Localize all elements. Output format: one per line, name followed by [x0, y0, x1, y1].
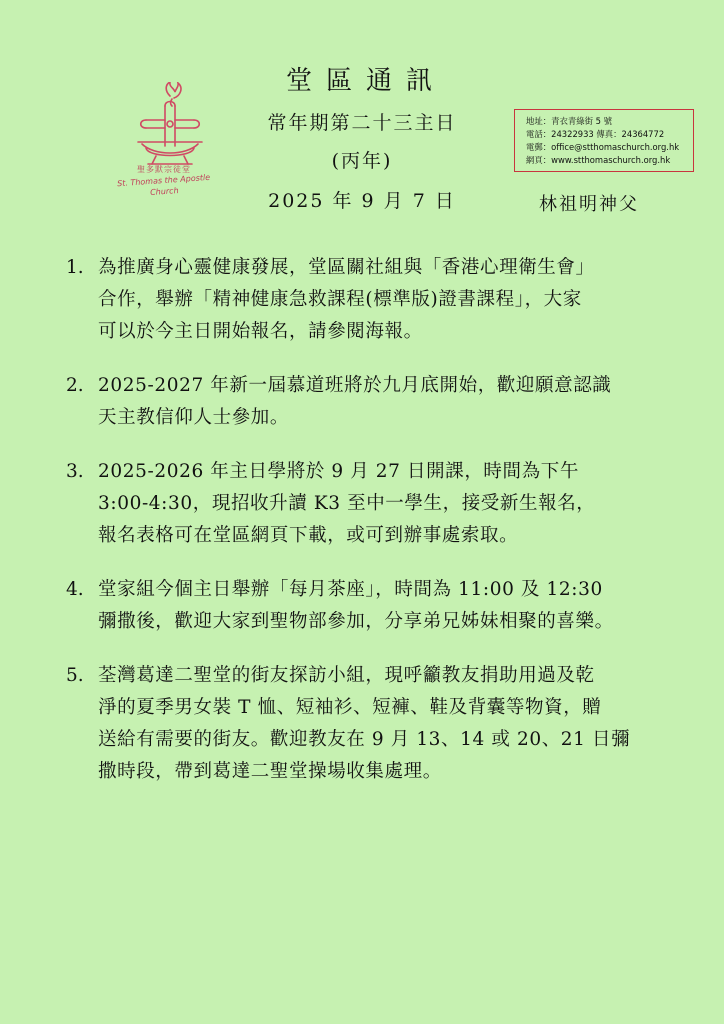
- announcement-number: 4.: [66, 579, 84, 600]
- announcement-number: 3.: [66, 461, 84, 482]
- announcement-number: 1.: [66, 257, 84, 278]
- announcement-line: 報名表格可在堂區網頁下載，或可到辦事處索取。: [98, 525, 519, 546]
- announcement-line: 淨的夏季男女裝 T 恤、短袖衫、短褲、鞋及背囊等物資，贈: [98, 697, 602, 718]
- announcement-line: 堂家組今個主日舉辦「每月茶座」，時間為 11:00 及 12:30: [98, 579, 603, 600]
- announcement-line: 2025-2026 年主日學將於 9 月 27 日開課，時間為下午: [98, 461, 579, 482]
- liturgical-sunday: 常年期第二十三主日: [267, 112, 457, 134]
- announcement-line: 天主教信仰人士參加。: [98, 407, 290, 428]
- priest-name: 林祖明神父: [539, 194, 639, 215]
- announcement-line: 3:00-4:30，現招收升讀 K3 至中一學生，接受新生報名，: [98, 493, 596, 514]
- announcement-item: [66, 574, 706, 638]
- announcement-line: 2025-2027 年新一屆慕道班將於九月底開始，歡迎願意認識: [98, 375, 612, 396]
- announcement-line: 撒時段，帶到葛達二聖堂操場收集處理。: [98, 761, 442, 782]
- logo-caption-chinese: 聖多默宗徒堂: [137, 165, 191, 174]
- announcement-item: [66, 456, 706, 552]
- announcement-item: [66, 660, 706, 788]
- announcement-line: 可以於今主日開始報名，請參閱海報。: [98, 321, 423, 342]
- announcement-item: [66, 252, 706, 348]
- bulletin-title: 堂區通訊: [285, 66, 446, 96]
- logo-caption-english: St. Thomas the Apostle Church: [116, 172, 211, 197]
- bulletin-date: 2025 年 9 月 7 日: [268, 190, 456, 212]
- announcement-line: 為推廣身心靈健康發展，堂區關社組與「香港心理衛生會」: [98, 257, 595, 278]
- contact-website[interactable]: 網頁：www.stthomaschurch.org.hk: [526, 155, 671, 165]
- contact-email[interactable]: 電郵：office@stthomaschurch.org.hk: [526, 142, 680, 152]
- announcement-line: 合作，舉辦「精神健康急救課程(標準版)證書課程」，大家: [98, 289, 582, 310]
- announcement-line: 送給有需要的街友。歡迎教友在 9 月 13、14 或 20、21 日彌: [98, 729, 631, 750]
- contact-address: 地址：青衣青綠街 5 號: [526, 116, 613, 126]
- announcement-item: [66, 370, 706, 434]
- year-cycle: (丙年): [331, 150, 393, 172]
- contact-box: [514, 109, 694, 172]
- announcement-list: [66, 252, 706, 810]
- announcement-line: 彌撒後，歡迎大家到聖物部參加，分享弟兄姊妹相聚的喜樂。: [98, 611, 614, 632]
- contact-phone-fax: 電話：24322933 傳真：24364772: [526, 129, 665, 139]
- announcement-line: 荃灣葛達二聖堂的街友探訪小組，現呼籲教友捐助用過及乾: [98, 665, 595, 686]
- announcement-number: 5.: [66, 665, 84, 686]
- announcement-number: 2.: [66, 375, 84, 396]
